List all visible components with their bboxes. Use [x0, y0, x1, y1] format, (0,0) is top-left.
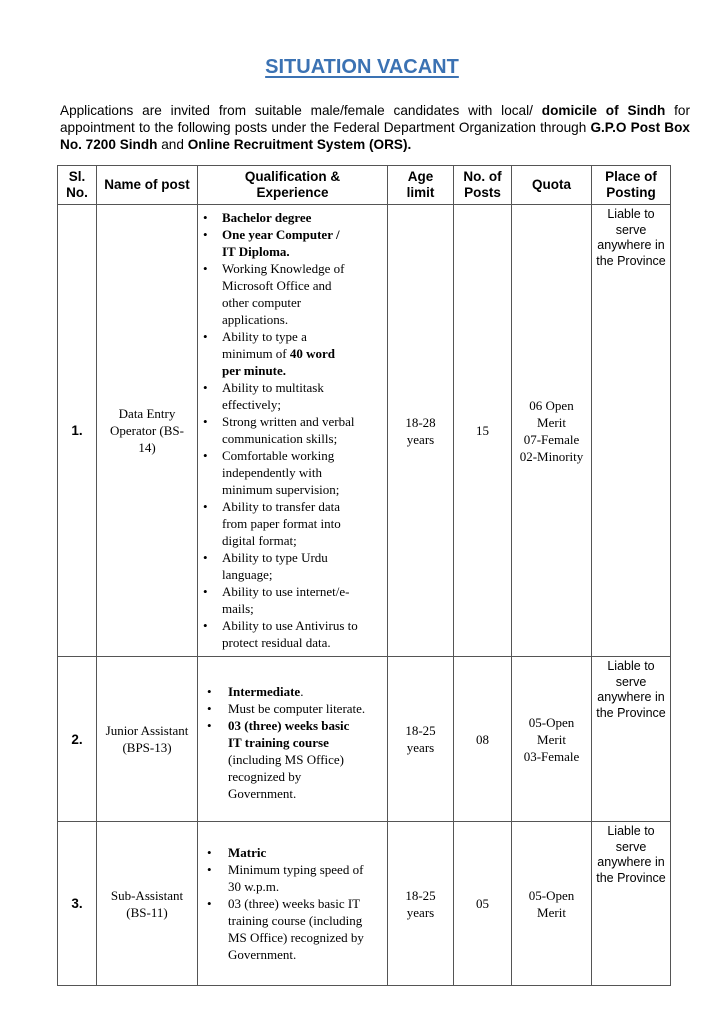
- row-qualification: [198, 657, 388, 822]
- row-sl: 1.: [58, 205, 97, 657]
- list-item: • Ability to multitask effectively;: [198, 379, 387, 413]
- row-place: Liable to serve anywhere in the Province: [592, 657, 671, 822]
- qualification-list: [198, 657, 387, 802]
- list-item: • Intermediate.: [198, 683, 387, 700]
- list-item: • Ability to type Urdu language;: [198, 549, 387, 583]
- row-place: Liable to serve anywhere in the Province: [592, 205, 671, 657]
- list-item: • Ability to use Antivirus to protect residual data.: [198, 617, 387, 651]
- list-item: • Minimum typing speed of 30 w.p.m.: [198, 861, 387, 895]
- list-item: • 03 (three) weeks basic IT training course (including MS Office) recognized by Government.: [198, 717, 387, 802]
- row-posts: 05: [454, 822, 512, 986]
- row-qualification: [198, 205, 388, 657]
- row-age-limit: 18-25 years: [388, 822, 454, 986]
- list-item: • Comfortable working independently with minimum supervision;: [198, 447, 387, 498]
- list-item: • Bachelor degree: [198, 209, 387, 226]
- row-quota: 05-Open Merit 03-Female: [512, 657, 592, 822]
- row-qualification: [198, 822, 388, 986]
- table-header-row: [58, 166, 671, 205]
- row-quota: 06 Open Merit 07-Female 02-Minority: [512, 205, 592, 657]
- ors-text: Online Recruitment System (ORS).: [187, 137, 412, 152]
- list-item: • Matric: [198, 844, 387, 861]
- list-item: • One year Computer / IT Diploma.: [198, 226, 387, 260]
- row-posts: 15: [454, 205, 512, 657]
- row-quota: 05-Open Merit: [512, 822, 592, 986]
- row-posts: 08: [454, 657, 512, 822]
- qualification-list: [198, 205, 387, 651]
- table-row: [58, 822, 671, 986]
- row-sl: 3.: [58, 822, 97, 986]
- post-box-text: G.P.O Post Box No. 7200 Sindh: [60, 120, 690, 152]
- row-post-name: Data Entry Operator (BS- 14): [97, 205, 198, 657]
- table-row: [58, 205, 671, 657]
- table-row: [58, 657, 671, 822]
- row-age-limit: 18-25 years: [388, 657, 454, 822]
- header-age: Age limit: [388, 166, 454, 205]
- list-item: • Strong written and verbal communication skills;: [198, 413, 387, 447]
- header-sl: Sl. No.: [58, 166, 97, 205]
- header-name: Name of post: [97, 166, 198, 205]
- list-item: • Ability to transfer data from paper format into digital format;: [198, 498, 387, 549]
- header-quota: Quota: [512, 166, 592, 205]
- qualification-list: [198, 822, 387, 963]
- page-title: SITUATION VACANT: [265, 56, 459, 78]
- row-post-name: Junior Assistant (BPS-13): [97, 657, 198, 822]
- header-place: Place of Posting: [592, 166, 671, 205]
- list-item: • Ability to use internet/e- mails;: [198, 583, 387, 617]
- domicile-text: domicile of Sindh: [541, 103, 666, 118]
- row-age-limit: 18-28 years: [388, 205, 454, 657]
- list-item: • Working Knowledge of Microsoft Office and other computer applications.: [198, 260, 387, 328]
- list-item: • Must be computer literate.: [198, 700, 387, 717]
- list-item: • 03 (three) weeks basic IT training course (including MS Office) recognized by Government.: [198, 895, 387, 963]
- row-sl: 2.: [58, 657, 97, 822]
- row-place: Liable to serve anywhere in the Province: [592, 822, 671, 986]
- header-qualification: Qualification & Experience: [198, 166, 388, 205]
- row-post-name: Sub-Assistant (BS-11): [97, 822, 198, 986]
- intro-paragraph: Applications are invited from suitable male/female candidates with local/ domicile of Sindh for appointment to the following posts under the Federal Department Organization through G.P.O Post Box No. 7200 Sindh and Online Recruitment System (ORS).: [60, 103, 690, 152]
- list-item: • Ability to type a minimum of 40 word per minute.: [198, 328, 387, 379]
- vacancy-table: [57, 165, 671, 986]
- header-posts: No. of Posts: [454, 166, 512, 205]
